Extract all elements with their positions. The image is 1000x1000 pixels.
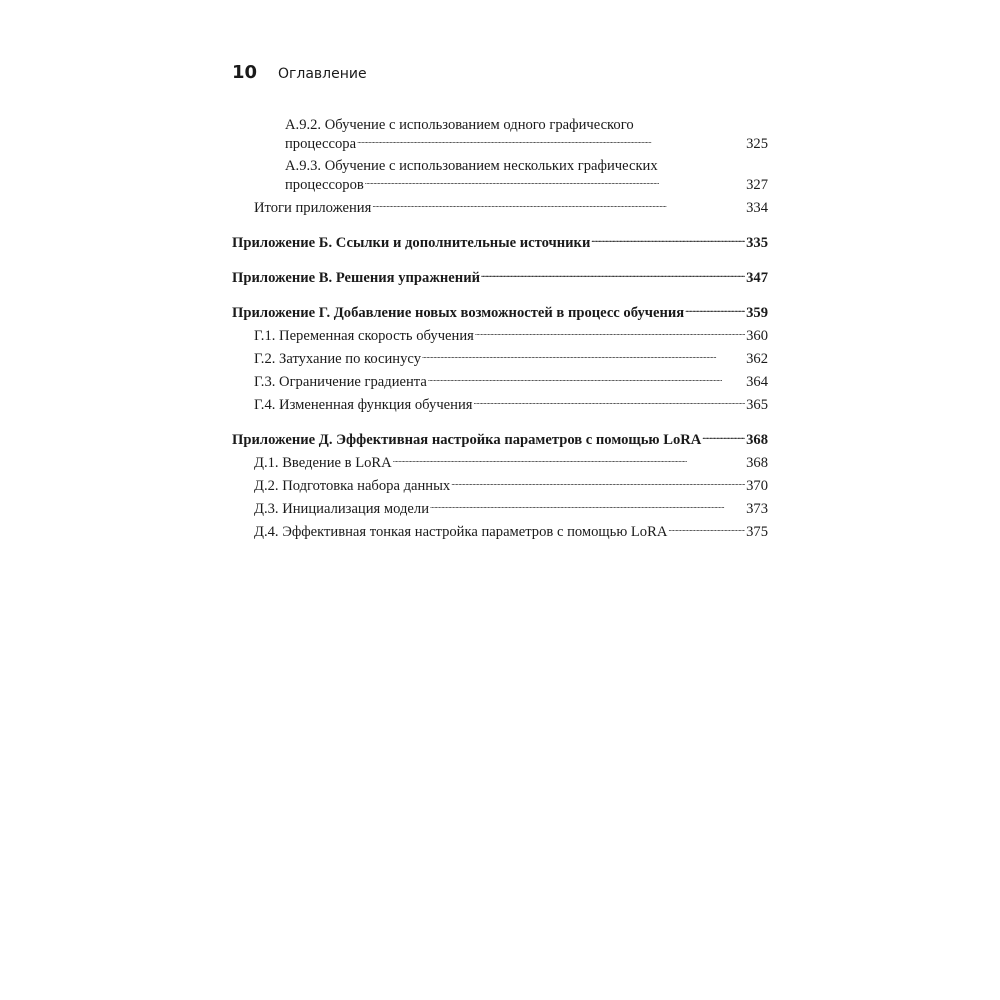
toc-entry-label: Г.2. Затухание по косинусу <box>254 351 421 367</box>
dot-leader <box>357 134 745 148</box>
dot-leader <box>481 268 745 282</box>
toc-entry-appendix-summary[interactable] <box>232 198 768 217</box>
toc-entry-label: Приложение В. Решения упражнений <box>232 270 481 286</box>
dot-leader <box>365 175 745 189</box>
toc-entry-label-line1: А.9.3. Обучение с использованием нескольких графических <box>285 158 658 174</box>
toc-page-number: 335 <box>746 235 768 251</box>
toc-entry-label: Д.1. Введение в LoRA <box>254 455 392 471</box>
toc-entry-g-1[interactable] <box>232 326 768 345</box>
toc-entry-appendix-v[interactable] <box>232 268 768 287</box>
toc-entry-g-4[interactable] <box>232 395 768 414</box>
toc-entry-d-1[interactable] <box>232 453 768 472</box>
toc-entry-label: Приложение Д. Эффективная настройка параметров с помощью LoRA <box>232 432 702 448</box>
dot-leader <box>685 303 745 317</box>
toc-page-number: 375 <box>746 524 768 540</box>
running-head <box>232 62 367 88</box>
toc-entry-d-3[interactable] <box>232 499 768 518</box>
toc-page-number: 373 <box>746 501 768 517</box>
toc-page-number: 327 <box>746 177 768 193</box>
toc-entry-appendix-d[interactable] <box>232 430 768 449</box>
toc-entry-label-line2: процессоров <box>285 177 364 193</box>
dot-leader <box>428 372 745 386</box>
toc-entry-label: Д.3. Инициализация модели <box>254 501 430 517</box>
toc-entry-label: Д.4. Эффективная тонкая настройка параметров с помощью LoRA <box>254 524 668 540</box>
toc-entry-label-line2: процессора <box>285 136 357 152</box>
toc-entry-d-4[interactable] <box>232 522 768 541</box>
toc-page-number: 334 <box>746 200 768 216</box>
toc-entry-label: Приложение Б. Ссылки и дополнительные источники <box>232 235 591 251</box>
toc-entry-label: Приложение Г. Добавление новых возможностей в процесс обучения <box>232 305 685 321</box>
toc-entry-label: Г.1. Переменная скорость обучения <box>254 328 474 344</box>
running-title: Оглавление <box>278 66 367 82</box>
toc-entry-a-9-3[interactable] <box>232 157 768 194</box>
toc-entry-appendix-g[interactable] <box>232 303 768 322</box>
dot-leader <box>702 430 745 444</box>
toc-entry-d-2[interactable] <box>232 476 768 495</box>
toc-page-number: 325 <box>746 136 768 152</box>
dot-leader <box>372 198 745 212</box>
toc-page-number: 368 <box>746 432 768 448</box>
dot-leader <box>668 522 745 536</box>
toc-page-number: 365 <box>746 397 768 413</box>
dot-leader <box>430 499 745 513</box>
toc-entry-label: Итоги приложения <box>254 200 372 216</box>
toc-entry-label: Г.3. Ограничение градиента <box>254 374 427 390</box>
toc-page-number: 347 <box>746 270 768 286</box>
dot-leader <box>591 233 745 247</box>
toc-entry-g-3[interactable] <box>232 372 768 391</box>
toc-page-number: 360 <box>746 328 768 344</box>
dot-leader <box>451 476 745 490</box>
toc-entry-label: Д.2. Подготовка набора данных <box>254 478 451 494</box>
toc-entry-appendix-b[interactable] <box>232 233 768 252</box>
toc-page-number: 370 <box>746 478 768 494</box>
toc-page-number: 364 <box>746 374 768 390</box>
toc-entry-g-2[interactable] <box>232 349 768 368</box>
toc-page-number: 359 <box>746 305 768 321</box>
table-of-contents <box>232 116 768 545</box>
toc-entry-label: Г.4. Измененная функция обучения <box>254 397 473 413</box>
toc-page-number: 368 <box>746 455 768 471</box>
dot-leader <box>422 349 745 363</box>
toc-page-number: 362 <box>746 351 768 367</box>
dot-leader <box>475 326 745 340</box>
toc-entry-label-line1: А.9.2. Обучение с использованием одного графического <box>285 117 634 133</box>
toc-entry-a-9-2[interactable] <box>232 116 768 153</box>
page-number: 10 <box>232 62 258 83</box>
dot-leader <box>473 395 745 409</box>
dot-leader <box>393 453 745 467</box>
